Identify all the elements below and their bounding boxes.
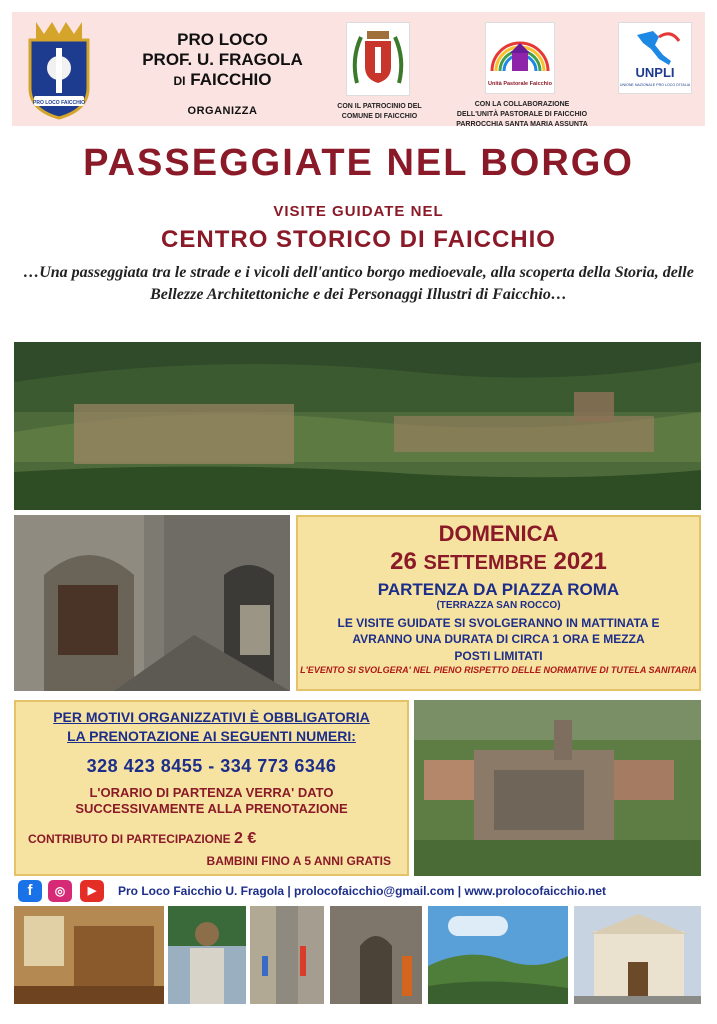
header-band xyxy=(12,12,705,126)
page-title: PASSEGGIATE NEL BORGO xyxy=(83,142,634,184)
crest-text: PRO LOCO FAICCHIO xyxy=(33,100,85,106)
collab-line2: DELL'UNITÀ PASTORALE DI FAICCHIO xyxy=(456,111,588,118)
booking-phones[interactable]: 328 423 8455 - 334 773 6346 xyxy=(86,756,337,776)
event-posti-limitati: POSTI LIMITATI xyxy=(454,649,543,663)
event-info-box xyxy=(296,515,701,691)
booking-box xyxy=(14,700,409,876)
facebook-icon[interactable]: f xyxy=(18,880,42,902)
kids-free: BAMBINI FINO A 5 ANNI GRATIS xyxy=(206,854,391,868)
booking-heading-line2: LA PRENOTAZIONE AI SEGUENTI NUMERI: xyxy=(67,728,356,744)
arch-photo xyxy=(330,906,422,1004)
event-date xyxy=(298,547,699,578)
unpli-logo xyxy=(618,22,692,94)
bust-photo xyxy=(168,906,246,1004)
org-line3 xyxy=(130,70,315,91)
italy-map-icon xyxy=(619,23,691,93)
instagram-icon[interactable]: ◎ xyxy=(48,880,72,902)
patrocinio-line1: CON IL PATROCINIO DEL xyxy=(337,103,422,110)
contributo-value: 2 € xyxy=(234,830,257,847)
church-rainbow-icon xyxy=(486,23,554,93)
event-day: DOMENICA xyxy=(438,521,559,546)
collaborazione-caption xyxy=(442,100,602,130)
pro-loco-crest-logo xyxy=(24,18,94,120)
booking-heading-line1: PER MOTIVI ORGANIZZATIVI È OBBLIGATORIA xyxy=(53,709,370,725)
comune-logo xyxy=(346,22,410,96)
valley-photo xyxy=(428,906,568,1004)
footer-contacts[interactable]: Pro Loco Faicchio U. Fragola | prolocofaicchio@gmail.com | www.prolocofaicchio.net xyxy=(118,884,607,898)
org-line1: PRO LOCO xyxy=(177,30,268,49)
intro-text: …Una passeggiata tra le strade e i vicoli dell'antico borgo medioevale, alla scoperta della Storia, delle Bellezze Architettoniche e dei Personaggi Illustri di Faicchio… xyxy=(23,264,694,303)
event-date-year: 2021 xyxy=(553,548,607,575)
street-photo xyxy=(250,906,324,1004)
patrocinio-line2: COMUNE DI FAICCHIO xyxy=(341,113,418,120)
booking-orario-line1: L'ORARIO DI PARTENZA VERRA' DATO xyxy=(89,785,334,800)
organizer-block xyxy=(130,30,315,117)
event-desc-line2: AVRANNO UNA DURATA DI CIRCA 1 ORA E MEZZA xyxy=(352,632,645,646)
event-start-sub: (TERRAZZA SAN ROCCO) xyxy=(436,600,561,611)
booking-heading xyxy=(16,708,407,746)
event-date-num: 26 xyxy=(390,548,417,575)
patrocinio-caption xyxy=(332,102,427,122)
event-start: PARTENZA DA PIAZZA ROMA xyxy=(377,580,620,599)
youtube-icon[interactable]: ▶ xyxy=(80,880,104,902)
event-date-month: SETTEMBRE xyxy=(423,552,547,574)
contributo-label: CONTRIBUTO DI PARTECIPAZIONE xyxy=(28,832,231,846)
org-line2: PROF. U. FRAGOLA xyxy=(142,50,303,69)
panorama-photo xyxy=(14,342,701,510)
event-desc xyxy=(298,615,699,647)
org-di: DI xyxy=(173,74,186,88)
collab-line1: CON LA COLLABORAZIONE xyxy=(474,101,570,108)
contributo xyxy=(28,830,256,848)
collab-line3: PARROCCHIA SANTA MARIA ASSUNTA xyxy=(456,121,588,128)
unita-pastorale-logo xyxy=(485,22,555,94)
organizza-label: ORGANIZZA xyxy=(187,105,258,117)
org-town: FAICCHIO xyxy=(190,70,272,89)
booking-orario xyxy=(16,785,407,817)
castle-photo xyxy=(414,700,701,876)
subtitle-centro-storico: CENTRO STORICO DI FAICCHIO xyxy=(161,226,556,253)
event-sanitary-note: L'EVENTO SI SVOLGERA' NEL PIENO RISPETTO DELLE NORMATIVE DI TUTELA SANITARIA xyxy=(300,665,697,675)
unpli-logo-subtext: UNIONE NAZIONALE PRO LOCO D'ITALIA xyxy=(619,83,691,87)
unita-logo-text: Unità Pastorale Faicchio xyxy=(488,81,552,87)
alley-photo xyxy=(14,515,290,691)
booking-orario-line2: SUCCESSIVAMENTE ALLA PRENOTAZIONE xyxy=(75,801,348,816)
unpli-logo-text: UNPLI xyxy=(635,65,675,80)
interior-photo xyxy=(14,906,164,1004)
church-photo xyxy=(574,906,701,1004)
comune-coat-of-arms-icon xyxy=(347,23,409,95)
subtitle-visite: VISITE GUIDATE NEL xyxy=(273,203,444,220)
event-desc-line1: LE VISITE GUIDATE SI SVOLGERANNO IN MATTINATA E xyxy=(337,616,660,630)
